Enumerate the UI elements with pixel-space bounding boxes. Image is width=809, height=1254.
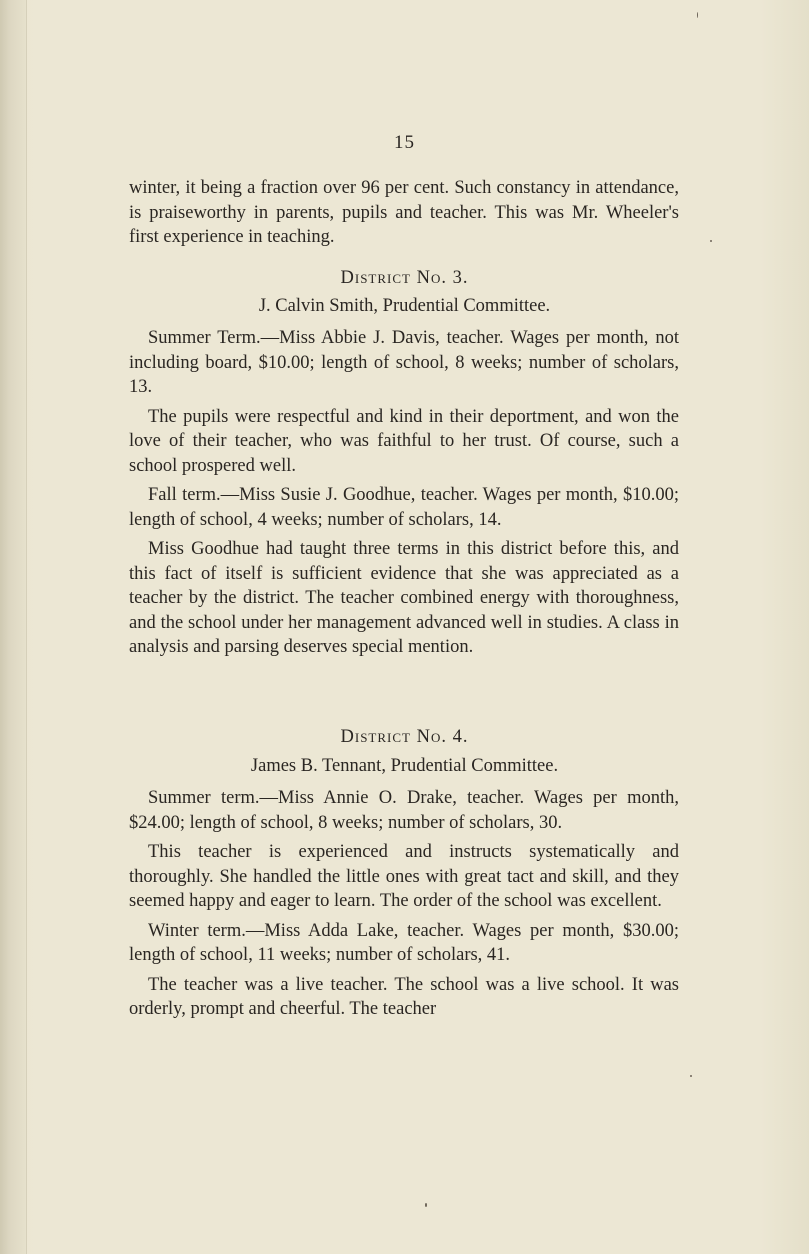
district-3-fall-remarks: Miss Goodhue had taught three terms in this district before this, and this fact of itself is sufficient evidence that she was appreciated as a teacher by the district. The teacher combined energy with thoroughness, and the school under her management advanced well in studies. A class in analysis and parsing deserves special mention.: [129, 539, 679, 657]
district-3-body: [129, 326, 679, 660]
district-3-fall-term: Fall term.—Miss Susie J. Goodhue, teacher. Wages per month, $10.00; length of school, 4 weeks; number of scholars, 14.: [129, 485, 679, 530]
district-4-body: [129, 786, 679, 1022]
district-4-winter-remarks: The teacher was a live teacher. The school was a live school. It was orderly, prompt and cheerful. The teacher: [129, 974, 679, 1019]
intro-paragraph-block: [129, 176, 679, 250]
district-4-summer-term: Summer term.—Miss Annie O. Drake, teacher. Wages per month, $24.00; length of school, 8 weeks; number of scholars, 30.: [129, 788, 679, 833]
paper-speck: [425, 1203, 427, 1207]
paper-speck: [710, 240, 712, 242]
district-3-summer-remarks: The pupils were respectful and kind in their deportment, and won the love of their teacher, who was faithful to her trust. Of course, such a school prospered well.: [129, 406, 679, 476]
district-4-heading: District No. 4.: [340, 727, 469, 747]
page-number: 15: [394, 132, 415, 153]
intro-paragraph: winter, it being a fraction over 96 per cent. Such constancy in attendance, is praiseworthy in parents, pupils and teacher. This was Mr. Wheeler's first experience in teaching.: [129, 178, 679, 247]
page-spine-shadow: [0, 0, 27, 1254]
paper-speck: [697, 12, 698, 18]
district-3-heading: District No. 3.: [340, 268, 469, 288]
district-4-winter-term: Winter term.—Miss Adda Lake, teacher. Wages per month, $30.00; length of school, 11 weeks; number of scholars, 41.: [129, 920, 679, 965]
paper-speck: [690, 1075, 692, 1077]
district-4-summer-remarks: This teacher is experienced and instructs systematically and thoroughly. She handled the little ones with great tact and skill, and they seemed happy and eager to learn. The order of the school was excellent.: [129, 842, 679, 911]
district-3-summer-term: Summer Term.—Miss Abbie J. Davis, teacher. Wages per month, not including board, $10.00; length of school, 8 weeks; number of scholars, 13.: [129, 328, 679, 397]
district-3-committee: J. Calvin Smith, Prudential Committee.: [258, 296, 551, 316]
district-4-committee: James B. Tennant, Prudential Committee.: [250, 756, 559, 776]
